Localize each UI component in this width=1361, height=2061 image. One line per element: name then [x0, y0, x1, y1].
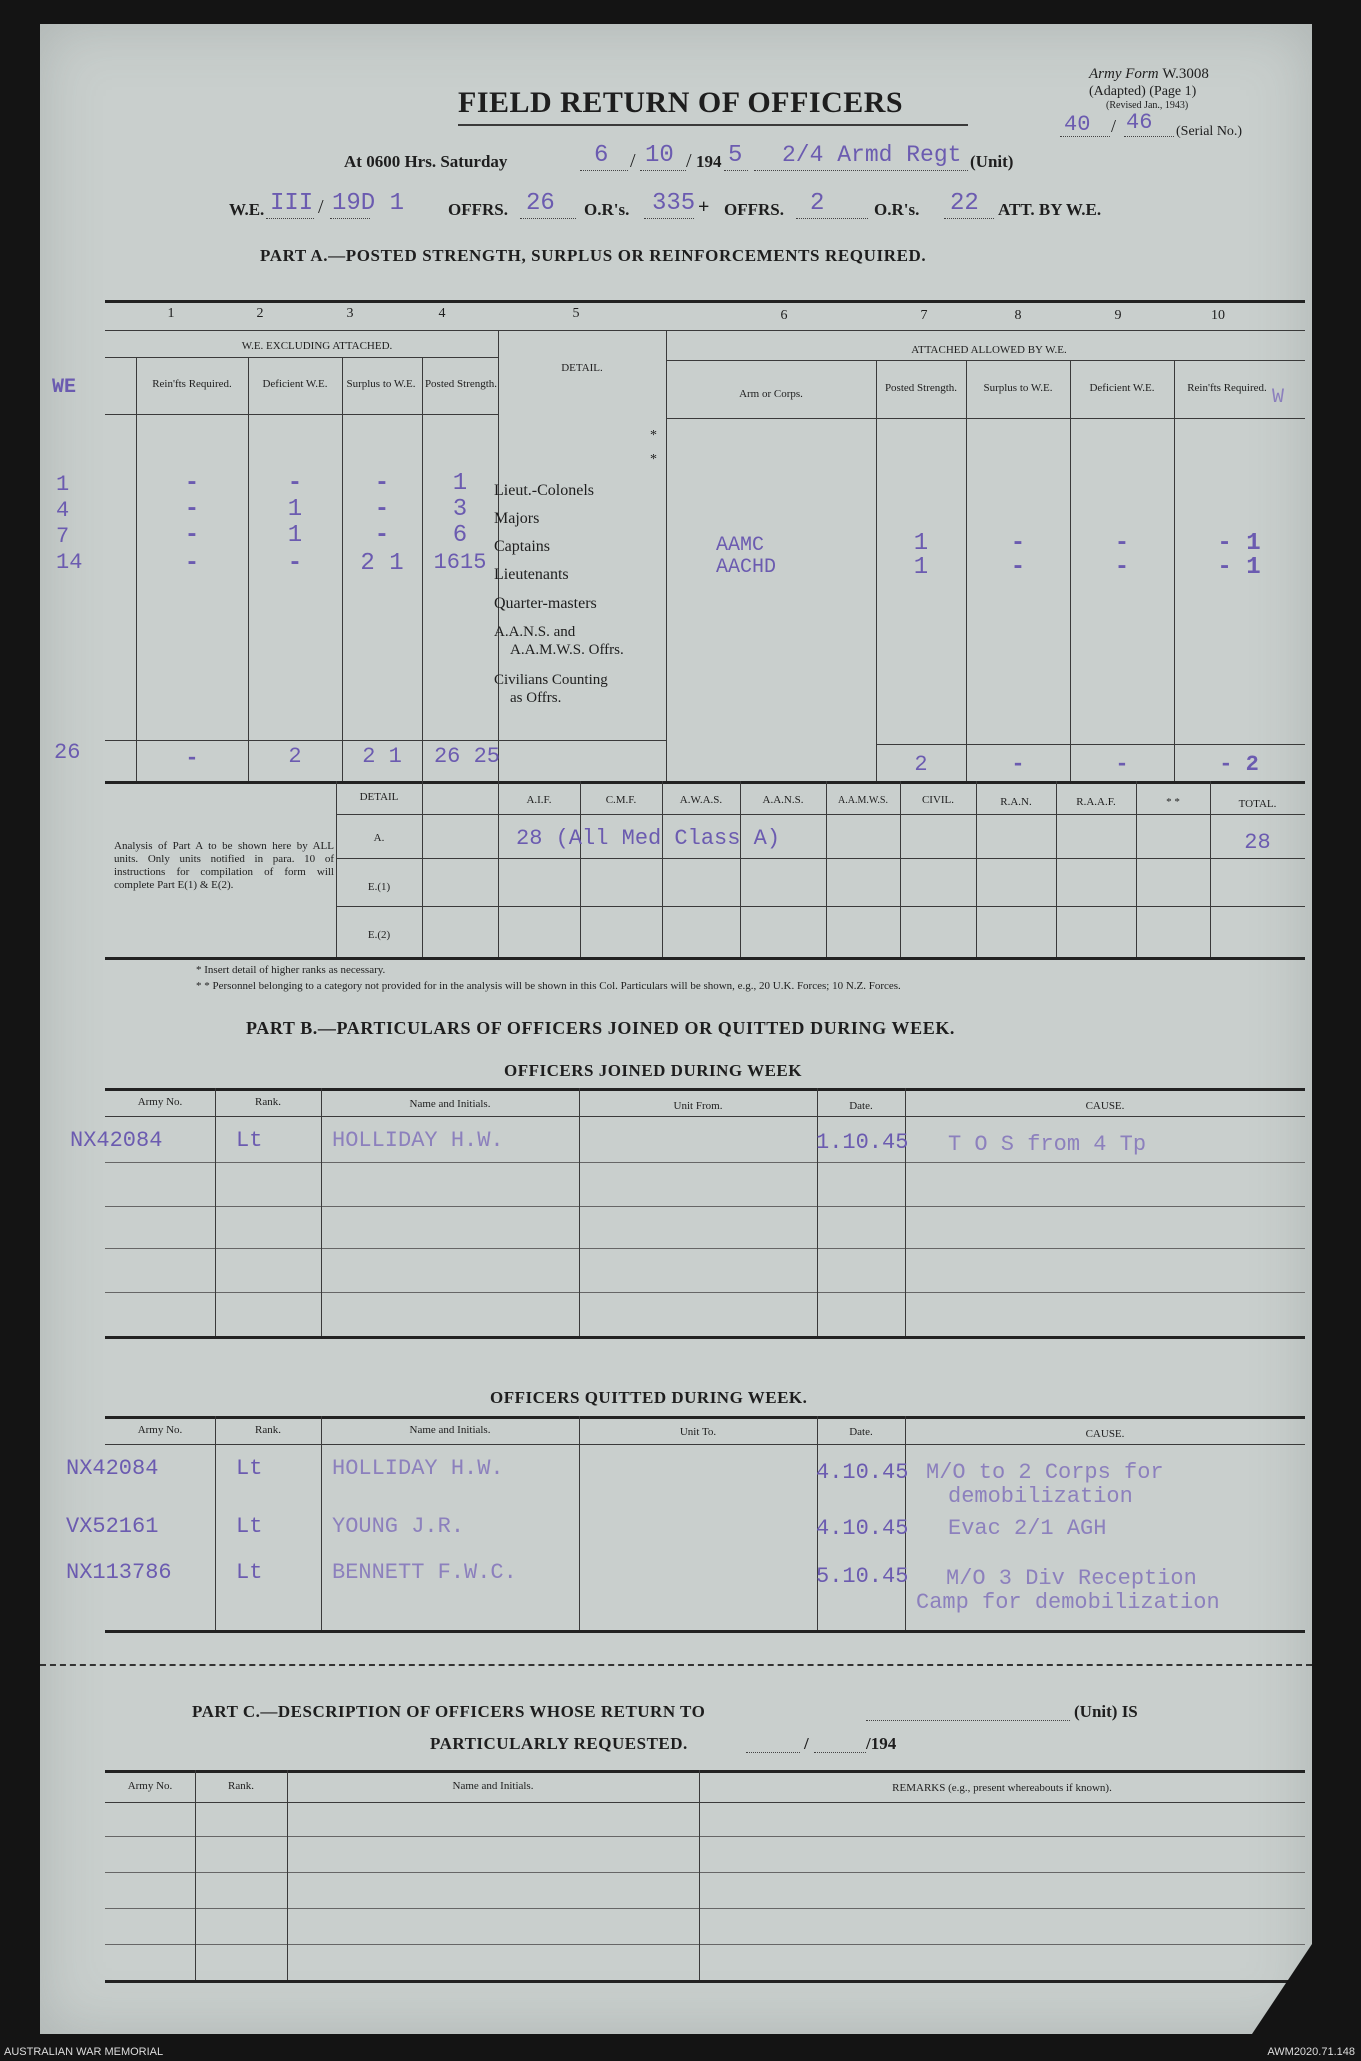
c2-r4: - [287, 550, 303, 577]
offrs-label: OFFRS. [448, 200, 508, 219]
analysis-note: Analysis of Part A to be shown here by ALL units. Only units notified in para. 10 of instructions for compilation of form will complete Part E(1) & E(2). [114, 840, 334, 891]
offrs2-label: OFFRS. [724, 200, 784, 219]
col-num-1: 1 [167, 306, 175, 321]
col-num-7: 7 [920, 308, 928, 323]
unit-label: (Unit) [970, 152, 1014, 171]
footnote-2: * * Personnel belonging to a category not provided for in the analysis will be shown in this Col. Particulars will be shown, e.g., 20 U.K. Forces; 10 N.Z. Forces. [196, 980, 901, 992]
q-h-date: Date. [849, 1426, 873, 1438]
margin-we: WE [52, 376, 77, 399]
c3-r1: - [374, 470, 390, 497]
ors2-value: 22 [950, 190, 979, 217]
c4-r3: 6 [452, 522, 468, 549]
col-num-10: 10 [1211, 308, 1225, 323]
serial-b: 46 [1126, 110, 1153, 135]
an-h-total: TOTAL. [1238, 798, 1277, 810]
q-h-unit: Unit To. [679, 1426, 717, 1438]
part-a-title: PART A.—POSTED STRENGTH, SURPLUS OR REINFORCEMENTS REQUIRED. [260, 246, 927, 265]
an-h-awas: A.W.A.S. [679, 794, 723, 806]
footer-left: AUSTRALIAN WAR MEMORIAL [4, 2046, 164, 2058]
hdr-c1: Rein'fts Required. [152, 378, 232, 390]
an-h-detail: DETAIL [359, 791, 399, 803]
c9-r2: - [1114, 554, 1130, 581]
margin-w: W [1272, 386, 1285, 409]
c4-r1: 1 [452, 470, 468, 497]
total-we: 26 [54, 740, 81, 765]
plus-sign: + [698, 196, 710, 218]
q-r2-cause: Evac 2/1 AGH [948, 1516, 1107, 1541]
an-h-aif: A.I.F. [526, 794, 552, 806]
rank-lieutenant: Lieutenants [494, 566, 569, 583]
serial-label: (Serial No.) [1176, 124, 1243, 139]
c2-r2: 1 [287, 496, 303, 523]
rank-qm: Quarter-masters [494, 595, 597, 612]
q-h-army: Army No. [137, 1424, 183, 1436]
j-r1-cause: T O S from 4 Tp [948, 1132, 1147, 1157]
hdr-c2: Deficient W.E. [262, 378, 328, 390]
q-r3-name: BENNETT F.W.C. [332, 1560, 517, 1585]
col-num-5: 5 [572, 306, 580, 321]
star-2: * [650, 452, 657, 467]
c-h-army: Army No. [127, 1780, 173, 1792]
an-h-aans: A.A.N.S. [762, 794, 804, 806]
c10-r1: - 1 [1217, 530, 1261, 557]
q-r2-date: 4.10.45 [816, 1516, 909, 1541]
hdr-c8: Surplus to W.E. [983, 382, 1053, 394]
an-h-ran: R.A.N. [1000, 796, 1032, 808]
total-c9: - [1115, 752, 1129, 777]
q-r3-cause-2: Camp for demobilization [916, 1590, 1220, 1615]
total-c10: - 2 [1219, 752, 1259, 777]
we-b: 19D 1 [332, 190, 405, 217]
c8-r2: - [1010, 554, 1026, 581]
col-num-6: 6 [780, 308, 788, 323]
an-h-civil: CIVIL. [921, 794, 955, 806]
c1-r4: - [184, 550, 200, 577]
we-row-3: 7 [56, 524, 70, 549]
corps-2: AACHD [716, 556, 777, 579]
an-h-raaf: R.A.A.F. [1076, 796, 1116, 808]
an-row-a-total: 28 [1244, 830, 1271, 855]
q-r2-name: YOUNG J.R. [332, 1514, 465, 1539]
unit-name: 2/4 Armd Regt [782, 142, 962, 168]
ors2-label: O.R's. [874, 200, 920, 219]
j-h-unit: Unit From. [673, 1100, 723, 1112]
attached-allowed-header: ATTACHED ALLOWED BY W.E. [911, 344, 1067, 356]
total-c8: - [1011, 752, 1025, 777]
offrs2-value: 2 [810, 190, 825, 217]
total-c2: 2 [288, 744, 302, 769]
footer-right: AWM2020.71.148 [1267, 2046, 1355, 2058]
q-r1-army: NX42084 [66, 1456, 159, 1481]
c8-r1: - [1010, 530, 1026, 557]
we-row-4: 14 [56, 550, 83, 575]
rank-major: Majors [494, 510, 540, 527]
q-r1-rank: Lt [236, 1456, 263, 1481]
q-r2-army: VX52161 [66, 1514, 159, 1539]
j-h-cause: CAUSE. [1085, 1100, 1125, 1112]
total-c7: 2 [914, 752, 928, 777]
part-b-title: PART B.—PARTICULARS OF OFFICERS JOINED OR QUITTED DURING WEEK. [246, 1018, 956, 1038]
total-c4: 26 25 [433, 744, 500, 769]
c4-r4: 1615 [433, 550, 487, 575]
hdr-c6: Arm or Corps. [739, 388, 803, 400]
date-slash-2: / [686, 150, 692, 172]
q-h-cause: CAUSE. [1085, 1428, 1125, 1440]
c3-r2: - [374, 496, 390, 523]
j-h-army: Army No. [137, 1096, 183, 1108]
total-c3: 2 1 [362, 744, 402, 769]
c-h-remarks: REMARKS (e.g., present whereabouts if known). [892, 1782, 1112, 1794]
detail-header: DETAIL. [561, 362, 603, 374]
q-r1-date: 4.10.45 [816, 1460, 909, 1485]
q-r1-cause: M/O to 2 Corps for [926, 1460, 1164, 1485]
c-h-name: Name and Initials. [452, 1780, 534, 1792]
form-name: Army Form W.3008 [1089, 66, 1209, 82]
an-row-a-entry: 28 (All Med Class A) [516, 826, 781, 851]
c2-r1: - [287, 470, 303, 497]
c7-r1: 1 [913, 530, 929, 557]
star-1: * [650, 428, 657, 443]
date-month: 10 [645, 142, 674, 169]
we-slash: / [318, 196, 324, 218]
rank-aamws: A.A.M.W.S. Offrs. [510, 642, 624, 658]
rank-lt-col: Lieut.-Colonels [494, 482, 594, 499]
c3-r3: - [374, 522, 390, 549]
serial-a: 40 [1064, 112, 1091, 137]
an-row-e1: E.(1) [367, 881, 391, 893]
c2-r3: 1 [287, 522, 303, 549]
an-row-e2: E.(2) [367, 929, 391, 941]
offrs-value: 26 [526, 190, 555, 217]
form-adapted: (Adapted) (Page 1) [1089, 84, 1197, 99]
att-label: ATT. BY W.E. [998, 200, 1102, 219]
j-h-rank: Rank. [255, 1096, 281, 1108]
j-r1-rank: Lt [236, 1128, 263, 1153]
quitted-title: OFFICERS QUITTED DURING WEEK. [490, 1388, 808, 1407]
part-c-title: PART C.—DESCRIPTION OF OFFICERS WHOSE RETURN TO [192, 1702, 706, 1721]
c-h-rank: Rank. [228, 1780, 254, 1792]
q-r3-army: NX113786 [66, 1560, 172, 1585]
form-sheet [40, 24, 1312, 2034]
joined-title: OFFICERS JOINED DURING WEEK [504, 1061, 802, 1080]
footnote-1: * Insert detail of higher ranks as necessary. [196, 964, 386, 976]
c3-r4: 2 1 [360, 550, 404, 577]
c4-r2: 3 [452, 496, 468, 523]
we-a: III [270, 190, 314, 217]
q-r3-rank: Lt [236, 1560, 263, 1585]
col-num-3: 3 [346, 306, 354, 321]
j-r1-army: NX42084 [70, 1128, 163, 1153]
c10-r2: - 1 [1217, 554, 1261, 581]
c1-r1: - [184, 470, 200, 497]
corps-1: AAMC [716, 534, 765, 557]
c1-r2: - [184, 496, 200, 523]
c1-r3: - [184, 522, 200, 549]
j-r1-name: HOLLIDAY H.W. [332, 1128, 504, 1153]
at-label: At 0600 Hrs. Saturday [344, 152, 508, 171]
form-revised: (Revised Jan., 1943) [1106, 100, 1189, 111]
j-r1-date: 1.10.45 [816, 1130, 909, 1155]
j-h-name: Name and Initials. [409, 1098, 491, 1110]
we-excluding-header: W.E. EXCLUDING ATTACHED. [241, 340, 393, 352]
rank-captain: Captains [494, 538, 550, 555]
year-prefix: 194 [696, 152, 722, 171]
rank-aans: A.A.N.S. and [494, 624, 576, 640]
page-title: FIELD RETURN OF OFFICERS [458, 86, 904, 119]
an-h-cmf: C.M.F. [605, 794, 637, 806]
c7-r2: 1 [913, 554, 929, 581]
q-r3-date: 5.10.45 [816, 1564, 909, 1589]
hdr-c3: Surplus to W.E. [346, 378, 416, 390]
col-num-8: 8 [1014, 308, 1022, 323]
q-h-rank: Rank. [255, 1424, 281, 1436]
an-h-aamws: A.A.M.W.S. [838, 795, 888, 806]
we-row-2: 4 [56, 498, 70, 523]
ors-label: O.R's. [584, 200, 630, 219]
date-slash: / [630, 150, 636, 172]
serial-slash: / [1111, 116, 1117, 136]
hdr-c4: Posted Strength. [424, 378, 498, 390]
an-row-a: A. [373, 832, 385, 844]
part-c-year: /194 [866, 1734, 897, 1753]
rank-civ-2: as Offrs. [510, 690, 562, 706]
ors-value: 335 [652, 190, 696, 217]
year-digit: 5 [728, 142, 743, 169]
q-r3-cause: M/O 3 Div Reception [946, 1566, 1197, 1591]
q-h-name: Name and Initials. [409, 1424, 491, 1436]
total-c1: - [185, 746, 199, 771]
part-c-slash: / [804, 1734, 809, 1753]
c9-r1: - [1114, 530, 1130, 557]
j-h-date: Date. [849, 1100, 873, 1112]
q-r2-rank: Lt [236, 1514, 263, 1539]
col-num-2: 2 [256, 306, 264, 321]
part-c-unit-is: (Unit) IS [1074, 1702, 1138, 1721]
hdr-c9: Deficient W.E. [1089, 382, 1155, 394]
hdr-c7: Posted Strength. [884, 382, 958, 394]
col-num-4: 4 [438, 306, 446, 321]
col-num-9: 9 [1114, 308, 1122, 323]
q-r1-name: HOLLIDAY H.W. [332, 1456, 504, 1481]
q-r1-cause-2: demobilization [948, 1484, 1133, 1509]
an-h-other: * * [1166, 796, 1180, 808]
hdr-c10: Rein'fts Required. [1187, 382, 1267, 394]
we-label: W.E. [229, 200, 265, 219]
part-c-title-2: PARTICULARLY REQUESTED. [430, 1734, 688, 1753]
we-row-1: 1 [56, 472, 70, 497]
rank-civ: Civilians Counting [494, 672, 608, 688]
date-day: 6 [594, 142, 609, 169]
